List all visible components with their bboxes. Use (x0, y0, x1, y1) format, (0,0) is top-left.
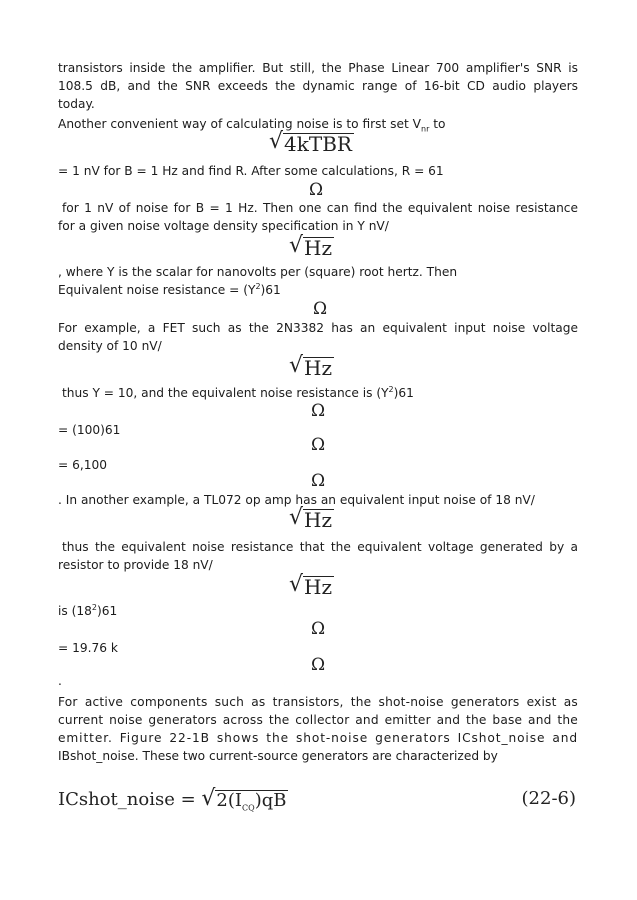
paragraph-p1-line1: transistors inside the amplifier. But still, the Phase Linear 700 amplifier's SNR is (58, 61, 578, 75)
paragraph-p13: = 19.76 k (58, 641, 118, 655)
sqrt-hz-formula-2: √ Hz (289, 353, 333, 380)
p5-text-b: )61 (260, 283, 281, 297)
paragraph-p7 (62, 384, 582, 402)
equation-sqrt-b: )qB (254, 790, 287, 811)
p5-superscript: 2 (255, 281, 261, 291)
paragraph-p6-line2: density of 10 nV/ (58, 339, 162, 353)
paragraph-p4-line2: for a given noise voltage density specification in Y nV/ (58, 219, 389, 233)
paragraph-p5-line2 (58, 281, 578, 299)
paragraph-p10: . In another example, a TL072 op amp has an equivalent input noise of 18 nV/ (58, 493, 535, 507)
p2-end: to (429, 117, 446, 131)
omega-symbol-6: Ω (311, 619, 326, 639)
paragraph-p5-line1: , where Y is the scalar for nanovolts per (square) root hertz. Then (58, 265, 458, 279)
p12-text-b: )61 (96, 604, 118, 618)
omega-symbol-1: Ω (309, 180, 324, 200)
omega-symbol-5: Ω (311, 471, 326, 491)
paragraph-p15-line4: IBshot_noise. These two current-source generators are characterized by (58, 749, 498, 763)
p7-superscript: 2 (388, 384, 394, 394)
paragraph-p11-line2: resistor to provide 18 nV/ (58, 558, 213, 572)
paragraph-p15-line2: current noise generators across the collector and emitter and the base and the (58, 713, 578, 727)
p7-text-a: thus Y = 10, and the equivalent noise resistance is (Y (62, 386, 389, 400)
equation-number: (22-6) (521, 788, 576, 809)
sqrt-hz-formula-3: √ Hz (289, 505, 333, 532)
sqrt-hz-text-3: Hz (304, 508, 333, 532)
equation-sqrt-a: 2(I (216, 790, 243, 811)
sqrt-hz-text-4: Hz (304, 575, 333, 599)
p12-superscript: 2 (91, 602, 97, 612)
sqrt-hz-formula-1: √ Hz (289, 233, 333, 260)
paragraph-p9: = 6,100 (58, 458, 107, 472)
paragraph-p15-line3: emitter. Figure 22-1B shows the shot-noise generators ICshot_noise and (58, 731, 578, 745)
p12-text-a: is (18 (58, 604, 92, 618)
paragraph-p3: = 1 nV for B = 1 Hz and find R. After some calculations, R = 61 (58, 164, 444, 178)
p7-text-b: )61 (393, 386, 414, 400)
sqrt-hz-text-1: Hz (304, 236, 333, 260)
paragraph-p4-line1: for 1 nV of noise for B = 1 Hz. Then one can find the equivalent noise resistance (62, 201, 578, 215)
p2-text: Another convenient way of calculating noise is to first set V (58, 117, 421, 131)
paragraph-p1-line3: today. (58, 97, 95, 111)
equation-lhs: ICshot_noise = √ $2(I_{CQ})qB$ (58, 786, 287, 813)
equation-sqrt-subscript: CQ (242, 803, 255, 813)
omega-symbol-7: Ω (311, 655, 326, 675)
omega-symbol-3: Ω (311, 401, 326, 421)
sqrt-4ktbr-text: 4kTBR (284, 132, 352, 156)
paragraph-p8: = (100)61 (58, 423, 121, 437)
sqrt-hz-text-2: Hz (304, 356, 333, 380)
equation-lhs-text: ICshot_noise = (58, 789, 202, 810)
sqrt-4ktbr-formula: √ 4kTBR (269, 129, 352, 156)
p5-text-a: Equivalent noise resistance = (Y (58, 283, 256, 297)
paragraph-p1-line2: 108.5 dB, and the SNR exceeds the dynamic range of 16-bit CD audio players (58, 79, 578, 93)
paragraph-p11-line1: thus the equivalent noise resistance that the equivalent voltage generated by a (62, 540, 578, 554)
paragraph-p15-line1: For active components such as transistors, the shot-noise generators exist as (58, 695, 578, 709)
vnr-subscript: nr (421, 124, 430, 134)
equation-22-6 (58, 786, 578, 814)
paragraph-p14: . (58, 674, 62, 688)
paragraph-p6-line1: For example, a FET such as the 2N3382 has an equivalent input noise voltage (58, 321, 578, 335)
omega-symbol-2: Ω (313, 299, 328, 319)
omega-symbol-4: Ω (311, 435, 326, 455)
paragraph-p12 (58, 602, 578, 620)
sqrt-hz-formula-4: √ Hz (289, 572, 333, 599)
